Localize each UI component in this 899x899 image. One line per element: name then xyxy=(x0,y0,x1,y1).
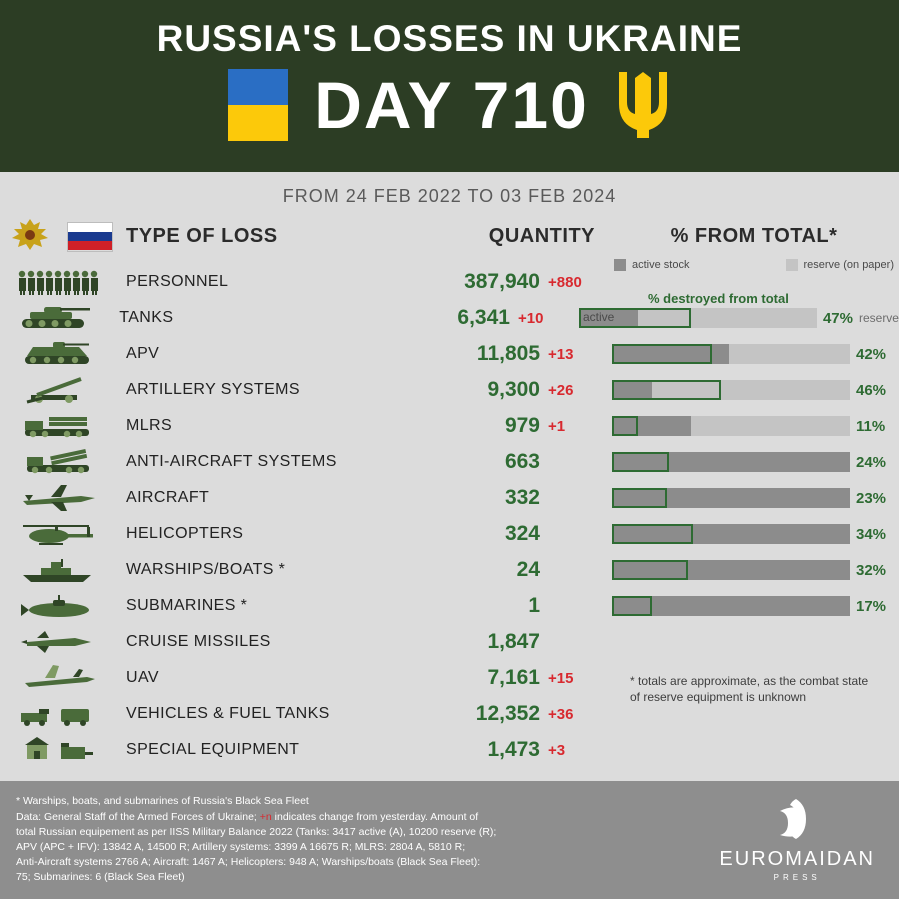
row-label: HELICOPTERS xyxy=(126,525,244,542)
row-bar-cell xyxy=(602,596,899,616)
bar-destroyed-segment xyxy=(612,380,721,400)
row-icon-cell xyxy=(0,555,120,585)
row-label: TANKS xyxy=(119,309,174,326)
row-label: APV xyxy=(126,345,160,362)
row-quantity: 24 xyxy=(516,558,540,581)
footer xyxy=(0,781,899,899)
bar-percent-label: 11% xyxy=(856,417,886,435)
table-row xyxy=(0,336,899,372)
footer-line-3: total Russian equipement as per IISS Military Balance 2022 (Tanks: 3417 active (A), 10200 reserve (R); xyxy=(16,825,497,838)
row-label: ANTI-AIRCRAFT SYSTEMS xyxy=(126,453,337,470)
artillery-icon xyxy=(17,375,103,405)
aa-system-icon xyxy=(17,447,103,477)
row-quantity: 979 xyxy=(504,414,540,437)
row-icon-cell xyxy=(0,267,120,297)
uav-icon xyxy=(17,663,103,693)
bar-destroyed-segment xyxy=(612,488,667,508)
table-row xyxy=(0,372,899,408)
row-quantity: 1,473 xyxy=(487,738,540,761)
row-icon-cell xyxy=(0,411,120,441)
percent-bar xyxy=(612,596,850,616)
euromaidan-press-logo-icon xyxy=(766,795,828,843)
bar-active-inline-label: active xyxy=(582,310,615,324)
percent-bar xyxy=(612,452,850,472)
totals-footnote: * totals are approximate, as the combat state of reserve equipment is unknown xyxy=(630,674,869,705)
bar-destroyed-segment xyxy=(612,524,693,544)
bar-destroyed-segment xyxy=(612,452,669,472)
footer-line-6: 75; Submarines: 6 (Black Sea Fleet) xyxy=(16,871,185,884)
legend-reserve-swatch xyxy=(786,259,798,271)
row-delta: +26 xyxy=(548,381,574,399)
row-delta: +13 xyxy=(548,345,574,363)
header-quantity: QUANTITY xyxy=(488,225,595,247)
row-icon-cell xyxy=(0,303,113,333)
footer-line-2 xyxy=(16,810,496,825)
row-quantity: 663 xyxy=(504,450,540,473)
row-bar-cell xyxy=(602,416,899,436)
row-label: ARTILLERY SYSTEMS xyxy=(126,381,300,398)
date-range: FROM 24 FEB 2022 TO 03 FEB 2024 xyxy=(0,172,899,213)
table-row xyxy=(0,480,899,516)
percent-bar xyxy=(612,380,850,400)
table-row xyxy=(0,444,899,480)
row-delta: +1 xyxy=(548,417,566,435)
table-row xyxy=(0,408,899,444)
row-label: AIRCRAFT xyxy=(126,489,210,506)
legend-reserve-label: reserve (on paper) xyxy=(803,259,894,271)
table-row xyxy=(0,516,899,552)
row-delta: +10 xyxy=(517,309,544,327)
aircraft-icon xyxy=(17,483,103,513)
legend-active-label: active stock xyxy=(632,259,690,271)
row-icon-cell xyxy=(0,699,120,729)
header xyxy=(0,0,899,172)
footer-text xyxy=(16,794,496,885)
bar-percent-label: 17% xyxy=(856,597,887,615)
row-icon-cell xyxy=(0,339,120,369)
row-bar-cell xyxy=(602,488,899,508)
apv-icon xyxy=(17,339,103,369)
russia-flag-icon xyxy=(60,222,120,252)
row-delta: +36 xyxy=(548,705,574,723)
row-icon-cell xyxy=(0,483,120,513)
brand-name: EUROMAIDAN xyxy=(719,848,875,870)
tank-icon xyxy=(14,303,100,333)
footer-line-2b: indicates change from yesterday. Amount of xyxy=(271,810,479,823)
row-bar-cell xyxy=(602,380,899,400)
row-label: VEHICLES & FUEL TANKS xyxy=(126,705,330,722)
legend xyxy=(614,259,894,271)
table-row xyxy=(0,624,899,660)
column-headers xyxy=(0,213,899,258)
row-label: SUBMARINES * xyxy=(126,597,248,614)
footer-line-5: Anti-Aircraft systems 2766 A; Aircraft: 1467 A; Helicopters: 948 A; Warships/boats (Black Sea Fleet): xyxy=(16,856,481,869)
day-counter: DAY 710 xyxy=(314,68,589,142)
warship-icon xyxy=(17,555,103,585)
legend-active-swatch xyxy=(614,259,626,271)
table-row xyxy=(0,552,899,588)
ukraine-trident-icon xyxy=(615,68,671,142)
row-label: CRUISE MISSILES xyxy=(126,633,271,650)
russia-emblem-icon xyxy=(0,217,60,256)
vehicles-fuel-icon xyxy=(17,699,103,729)
submarine-icon xyxy=(17,591,103,621)
bar-percent-label: 47% xyxy=(822,309,853,327)
bar-percent-label: 46% xyxy=(856,381,887,399)
table-row xyxy=(0,588,899,624)
row-bar-cell xyxy=(602,524,899,544)
row-quantity: 7,161 xyxy=(487,666,540,689)
row-quantity: 1,847 xyxy=(487,630,540,653)
special-equipment-icon xyxy=(17,735,103,765)
header-percent-from-total: % FROM TOTAL* xyxy=(670,225,838,247)
bar-destroyed-segment xyxy=(612,416,638,436)
row-icon-cell xyxy=(0,663,120,693)
soldiers-icon xyxy=(17,267,103,297)
bar-destroyed-segment xyxy=(612,560,688,580)
row-quantity: 332 xyxy=(504,486,540,509)
row-label: MLRS xyxy=(126,417,173,434)
row-label: UAV xyxy=(126,669,159,686)
bar-percent-label: 34% xyxy=(856,525,887,543)
row-label: WARSHIPS/BOATS * xyxy=(126,561,286,578)
percent-bar xyxy=(612,488,850,508)
destroyed-note: % destroyed from total xyxy=(648,291,789,306)
row-icon-cell xyxy=(0,735,120,765)
row-bar-cell xyxy=(602,344,899,364)
table-section xyxy=(0,213,899,781)
footer-line-4: APV (APC + IFV): 13842 A, 14500 R; Artillery systems: 3399 A 16675 R; MLRS: 2804 A, 5810 R; xyxy=(16,841,466,853)
percent-bar xyxy=(612,416,850,436)
footer-delta-marker: +n xyxy=(259,810,272,823)
header-type-of-loss: TYPE OF LOSS xyxy=(126,225,278,247)
table-row xyxy=(0,732,899,768)
row-quantity: 12,352 xyxy=(475,702,540,725)
row-icon-cell xyxy=(0,519,120,549)
row-delta: +3 xyxy=(548,741,566,759)
row-quantity: 6,341 xyxy=(457,306,510,329)
bar-percent-label: 24% xyxy=(856,453,887,471)
footer-line-1: * Warships, boats, and submarines of Russia's Black Sea Fleet xyxy=(16,795,309,808)
bar-percent-label: 23% xyxy=(856,489,887,507)
brand-block xyxy=(719,795,875,882)
row-quantity: 324 xyxy=(504,522,540,545)
percent-bar xyxy=(612,344,850,364)
row-label: SPECIAL EQUIPMENT xyxy=(126,741,300,758)
row-quantity: 9,300 xyxy=(487,378,540,401)
percent-bar xyxy=(579,308,817,328)
row-bar-cell xyxy=(602,560,899,580)
mlrs-icon xyxy=(17,411,103,441)
footer-line-2a: Data: General Staff of the Armed Forces of Ukraine; xyxy=(16,810,260,823)
bar-destroyed-segment xyxy=(612,344,712,364)
day-row xyxy=(0,68,899,142)
bar-percent-label: 32% xyxy=(856,561,887,579)
row-icon-cell xyxy=(0,591,120,621)
percent-bar xyxy=(612,560,850,580)
row-icon-cell xyxy=(0,375,120,405)
bar-reserve-inline-label: reserve xyxy=(858,311,899,325)
bar-destroyed-segment xyxy=(612,596,652,616)
row-quantity: 387,940 xyxy=(464,270,540,293)
row-quantity: 1 xyxy=(528,594,540,617)
row-delta: +880 xyxy=(548,273,582,291)
percent-bar xyxy=(612,524,850,544)
missile-icon xyxy=(17,627,103,657)
brand-subtitle: PRESS xyxy=(773,873,821,882)
row-icon-cell xyxy=(0,627,120,657)
page-title: RUSSIA'S LOSSES IN UKRAINE xyxy=(156,18,743,59)
helicopter-icon xyxy=(17,519,103,549)
bar-percent-label: 42% xyxy=(856,345,887,363)
row-bar-cell xyxy=(569,308,899,328)
row-quantity: 11,805 xyxy=(476,342,540,365)
row-bar-cell xyxy=(602,452,899,472)
row-label: PERSONNEL xyxy=(126,273,229,290)
row-delta: +15 xyxy=(548,669,574,687)
row-icon-cell xyxy=(0,447,120,477)
ukraine-flag-icon xyxy=(228,69,288,141)
